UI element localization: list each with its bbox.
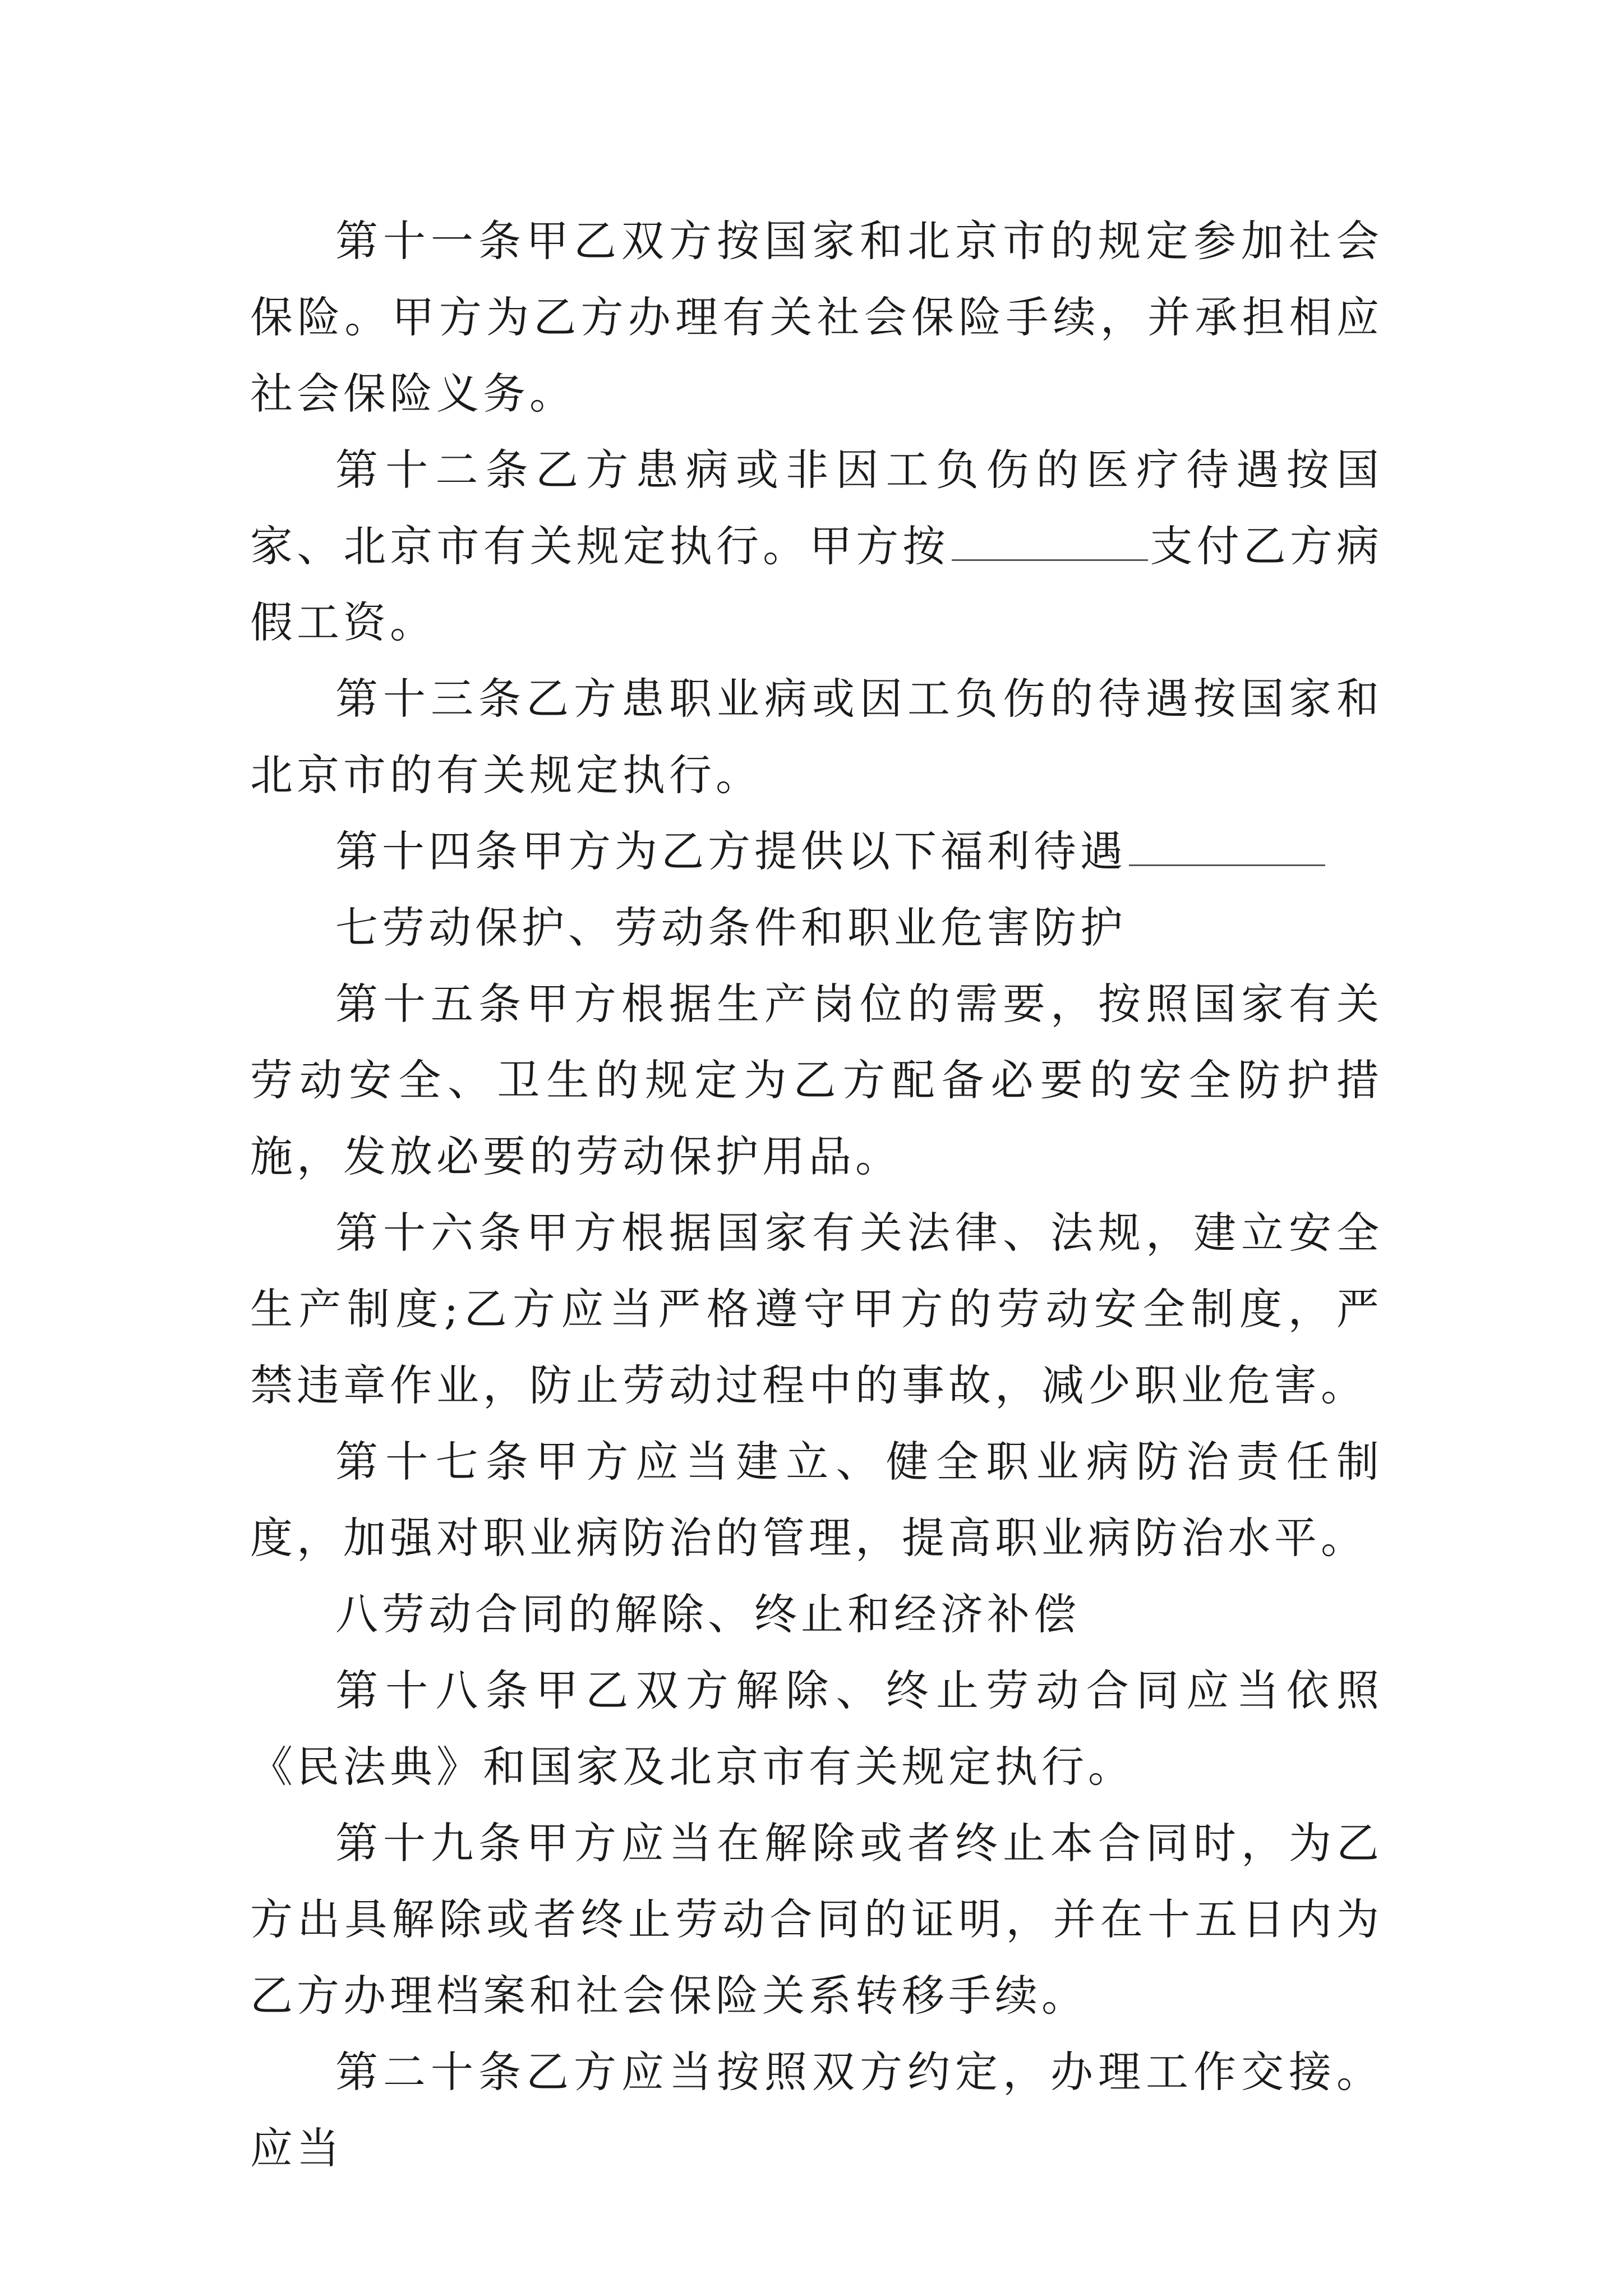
- article-14-text: 第十四条甲方为乙方提供以下福利待遇: [335, 826, 1127, 876]
- article-12-text-after: 支付乙方病假工资。: [250, 521, 1383, 647]
- article-19: 第十九条甲方应当在解除或者终止本合同时，为乙方出具解除或者终止劳动合同的证明，并在十五日内为乙方办理档案和社会保险关系转移手续。: [250, 1818, 1383, 2021]
- article-20: 第二十条乙方应当按照双方约定，办理工作交接。应当: [250, 2047, 1383, 2173]
- article-12-text-before: 第十二条乙方患病或非因工负伤的医疗待遇按国家、北京市有关规定执行。甲方按: [250, 445, 1383, 571]
- article-16: 第十六条甲方根据国家有关法律、法规，建立安全生产制度;乙方应当严格遵守甲方的劳动安全制度，严禁违章作业，防止劳动过程中的事故，减少职业危害。: [250, 1208, 1383, 1410]
- document-body: [250, 203, 1383, 2187]
- article-12: [250, 432, 1383, 661]
- article-17: 第十七条甲方应当建立、健全职业病防治责任制度，加强对职业病防治的管理，提高职业病防治水平。: [250, 1437, 1383, 1563]
- article-18: 第十八条甲乙双方解除、终止劳动合同应当依照《民法典》和国家及北京市有关规定执行。: [250, 1665, 1383, 1792]
- article-13: 第十三条乙方患职业病或因工负伤的待遇按国家和北京市的有关规定执行。: [250, 674, 1383, 800]
- article-14: [250, 813, 1383, 890]
- sick-pay-blank: [952, 520, 1148, 561]
- benefits-blank: [1129, 825, 1325, 866]
- section-8-heading: 八劳动合同的解除、终止和经济补偿: [335, 1589, 1080, 1639]
- article-11: 第十一条甲乙双方按国家和北京市的规定参加社会保险。甲方为乙方办理有关社会保险手续，并承担相应社会保险义务。: [250, 216, 1383, 418]
- section-7-heading: 七劳动保护、劳动条件和职业危害防护: [335, 903, 1127, 953]
- article-15: 第十五条甲方根据生产岗位的需要，按照国家有关劳动安全、卫生的规定为乙方配备必要的安全防护措施，发放必要的劳动保护用品。: [250, 979, 1383, 1181]
